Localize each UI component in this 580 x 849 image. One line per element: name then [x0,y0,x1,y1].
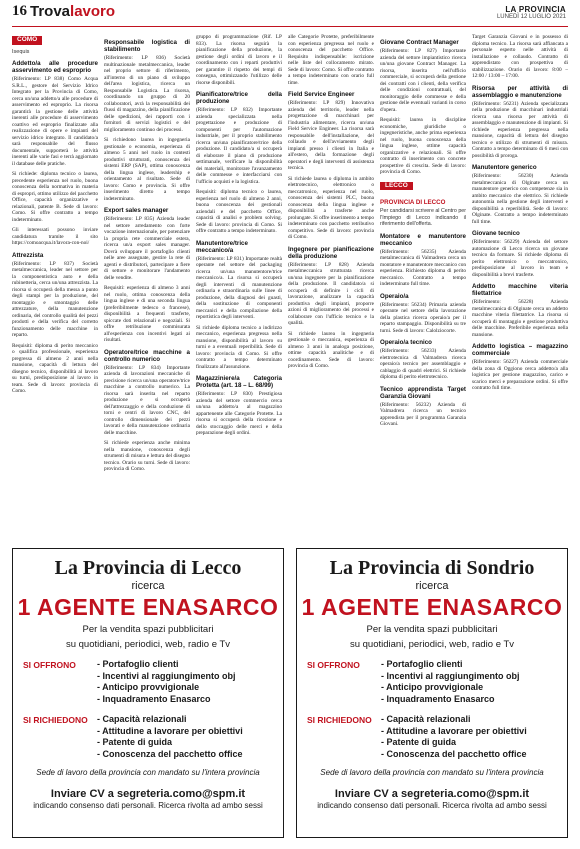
requirement-item: - Conoscenza del pacchetto office [97,748,243,759]
cv-line [13,788,283,800]
offer-item: - Anticipo provvigionale [381,682,484,692]
section-title-a: Trova [30,3,71,20]
job-title: Attrezzista [12,251,44,259]
job-title: Montatore e manutentore meccanico [380,232,466,247]
requirement-block [23,714,273,760]
section-subheading: PROVINCIA DI LECCO [380,199,446,206]
requirement-item: - Capacità relazionali [381,714,471,724]
job-description: Requisiti: laurea in discipline economiche, giuridiche o ingegneristiche, anche prima esperienza nel ruolo, buona conoscenza della lingua inglese, ottime capacità organizzative e relazionali. Si offre contratto di inserimento con concrete prospettive di crescita. Sede di lavoro: provincia di Como. [380,117,466,175]
column-6 [472,34,568,540]
cv-email-link[interactable]: segreteria.como@spm.it [400,788,530,800]
ad-disclaimer: Sede di lavoro della provincia con mandato su l'intera provincia [320,768,544,777]
job-description: (Riferimento: 56232) Azienda di Valmadrera ricerca un tecnico apprendista per il programma Garanzia Giovani. [380,401,466,427]
offer-item: - Anticipo provvigionale [97,682,200,692]
job-title: Operaio/a [380,292,409,300]
ad-title: La Provincia di Sondrio [329,557,535,579]
ad-subtitle: ricerca [415,580,449,592]
offer-block [307,659,557,705]
job-description: alle Categorie Protette, preferibilmente con esperienza pregressa nel ruolo e conoscenza del pacchetto Office. Requisito indispensabile: iscrizione nelle liste del collocamento mirato. Sede di lavoro: Como. Si offre contratto a tempo indeterminato con orario full time. [288,34,374,86]
section-title-b: lavoro [70,3,116,20]
cv-prefix: Inviare CV a [334,788,398,800]
requirement-item: - Attitudine a lavorare per obiettivi [97,725,243,736]
offer-item: - Portafoglio clienti [97,659,179,669]
offer-item: - Incentivi al raggiungimento obj [381,670,520,681]
requirement-item: - Patente di guida [381,737,457,747]
job-description: Target Garanzia Giovani e in possesso di diploma tecnico. La risorsa sarà affiancata a personale esperto nelle attività di installazione e collaudo. Contratto di apprendistato con prospettiva di stabilizzazione. Orario di lavoro: 8:00 – 12:00 / 13:00 – 17:00. [472,34,568,79]
job-description: (Riferimento: LP 834) Importante azienda di lavorazioni meccaniche di precisione ricerca un/una operatore/trice macchine a controllo numerico. La risorsa sarà inserita nel reparto produzione e si occuperà dell'attrezzaggio e della conduzione di torni e centri di lavoro CNC, del controllo dimensionale dei pezzi lavorati e della manutenzione ordinaria delle macchine. [104,364,190,436]
column-4 [288,34,374,540]
job-description: (Riferimento: 56230) Azienda metalmeccanica di Olginate cerca un manutentore generico con competenze sia in ambito meccanico che elettrico. Si richiede autonomia nella gestione degli interventi e disponibilità a reperibilità. Sede di lavoro: Olginate. Contratto a tempo indeterminato full time. [472,173,568,225]
job-description: (Riferimento: LP 836) Società multinazionale metalmeccanica, leader nel proprio settore di riferimento, all'interno di un piano di sviluppo dell'area logistica, ricerca un Responsabile Logistica. La risorsa, coordinando un gruppo di 20 collaboratori, avrà la responsabilità dei flussi di magazzino, della pianificazione delle spedizioni, dei rapporti con i fornitori di servizi logistici e del miglioramento continuo dei processi. [104,55,190,133]
requirement-block [307,714,557,760]
issue-date: LUNEDÌ 12 LUGLIO 2021 [496,14,566,20]
job-description: (Riferimento: LP 830) Prestigiosa azienda del settore commercio cerca un/una addetto/a al magazzino appartenente alle Categorie Protette. La risorsa si occuperà della ricezione e dello stoccaggio delle merci e della preparazione degli ordini. [196,391,282,436]
requirement-list [97,714,243,760]
section-rubric: LECCO [380,182,413,191]
offer-label: SI OFFRONO [307,660,360,670]
ad-sondrio [296,548,568,838]
job-description: (Riferimento: 56234) Primaria azienda operante nel settore della lavorazione della plastica ricerca operaio/a per il reparto stampaggio. Disponibilità su tre turni. Sede di lavoro: Calolziocorte. [380,301,466,334]
job-description: (Riferimento: LP 832) Importante azienda specializzata nella progettazione e produzione di componenti per l'automazione industriale, per il proprio stabilimento ricerca un/una pianificatore/trice della produzione. Il candidato/a si occuperà di elaborare il piano di produzione settimanale, verificare la disponibilità dei materiali, monitorare l'avanzamento delle commesse e interfacciarsi con l'ufficio acquisti e la logistica. [196,107,282,185]
offer-item: - Inquadramento Enasarco [97,693,211,704]
job-description: (Riferimento: 56231) Azienda specializzata nella produzione di macchinari industriali ricerca una risorsa per attività di assemblaggio e manutenzione di impianti. Si richiede esperienza pregressa nella mansione, capacità di lettura del disegno tecnico e utilizzo di strumenti di misura. Contratto a tempo determinato di 6 mesi con possibilità di proroga. [472,100,568,159]
job-title: Magazziniere/a Categoria Protetta (art. 18 – L. 68/99) [196,375,282,389]
job-title: Export sales manager [104,207,169,214]
ad-consent: indicando consenso dati personali. Ricerca rivolta ad ambo sessi [317,801,547,810]
job-title: Ingegnere per pianificazione della produzione [288,245,374,260]
ad-disclaimer: Sede di lavoro della provincia con mandato su l'intera provincia [36,768,260,777]
requirement-label: SI RICHIEDONO [307,715,372,725]
column-1 [12,34,98,540]
job-description: (Riferimento: LP 831) Importante realtà operante nel settore del packaging ricerca un/una manutentore/trice meccanico/a. La risorsa si occuperà degli interventi di manutenzione ordinaria e straordinaria sulle linee di produzione, della diagnosi dei guasti, della sostituzione di componenti meccanici e della compilazione della reportistica degli interventi. [196,255,282,320]
job-description: Si richiedono laurea in ingegneria gestionale o economia, esperienza di almeno 5 anni nel ruolo in contesti produttivi strutturati, conoscenza dei sistemi ERP (SAP), ottima conoscenza della lingua inglese, leadership e orientamento al risultato. Sede di lavoro: Como e provincia. Si offre inserimento diretto a tempo indeterminato. [104,137,190,202]
requirement-item: - Attitudine a lavorare per obiettivi [381,725,527,736]
ad-subtitle: ricerca [131,580,165,592]
offer-item: - Portafoglio clienti [381,659,463,669]
ad-description-line-2: su quotidiani, periodici, web, radio e Tv [65,639,231,650]
job-title: Manutentore/trice meccanico/a [196,239,248,254]
job-description: (Riferimento: LP 835) Azienda leader nel settore arredamento con forte vocazione internazionale, per potenziare la propria rete commerciale estera, ricerca un/a export sales manager. Dovrà sviluppare il portafoglio clienti nelle aree assegnate, gestire la rete di agenti e distributori, partecipare a fiere di settore e monitorare l'andamento delle vendite. [104,216,190,281]
job-description: (Riferimento: LP 829) Innovativa azienda del territorio, leader nella progettazione di macchinari per l'industria alimentare, ricerca un/una Field Service Engineer. La risorsa sarà responsabile dell'installazione, del collaudo e dell'avviamento degli impianti presso i clienti in Italia e all'estero, della formazione degli operatori e degli interventi di assistenza tecnica. [288,100,374,171]
job-description: Si richiede: diploma tecnico o laurea, precedente esperienza nel ruolo, buona conoscenza della normativa in materia di espropri, ottimo utilizzo del pacchetto Office, capacità organizzative e relazionali, patente B. Sede di lavoro: Como. Si offre contratto a tempo indeterminato. [12,171,98,223]
job-title: Addetto/a alle procedure asservimento ed esproprio [12,60,98,74]
section-rubric: COMO [12,36,42,45]
job-title: Addetto macchine viteria filettatrice [472,283,568,297]
job-title: Addetto logistica – magazzino commerciale [472,343,568,357]
job-description: (Riferimento: LP 837) Società metalmeccanica, leader nel settore per la componentistica auto e della rubinetteria, cerca un/una attrezzista. La risorsa si occuperà della messa a punto degli stampi per la produzione, del montaggio e smontaggio delle attrezzature, della manutenzione ordinaria, del controllo qualità dei pezzi prodotti e della verifica del corretto funzionamento delle macchine in reparto. [12,260,98,338]
job-description: Requisiti: diploma di perito meccanico o qualifica professionale, esperienza pregressa di almeno 2 anni nella mansione, capacità di lettura del disegno tecnico, disponibilità al lavoro su turni, predisposizione al lavoro in team. Sede di lavoro: provincia di Como. [12,342,98,394]
job-title: Tecnico apprendista Target Garanzia Giovani [380,385,466,400]
page-header [0,0,580,30]
column-2 [104,34,190,540]
cv-email-link[interactable]: segreteria.como@spm.it [116,788,246,800]
job-description: gruppo di programmazione (Rif. LP 833). La risorsa seguirà la pianificazione della produzione, la gestione degli ordini di lavoro e il coordinamento con i reparti produttivi per garantire il rispetto dei tempi di consegna, ottimizzando l'utilizzo delle risorse disponibili. [196,34,282,86]
job-description: (Riferimento: 56235) Azienda metalmeccanica di Valmadrera cerca un montatore e manutentore meccanico con esperienza. Richiesto diploma di perito meccanico. Contratto a tempo indeterminato full time. [380,248,466,287]
job-title: Operatore/trice macchine a controllo numerico [104,348,190,363]
job-description: Requisiti: diploma tecnico o laurea, esperienza nel ruolo di almeno 2 anni, buona conoscenza dei gestionali aziendali e del pacchetto Office, capacità di analisi e problem solving. Sede di lavoro: provincia di Como. Si offre contratto a tempo indeterminato. [196,189,282,234]
offer-list [97,659,236,705]
offer-label: SI OFFRONO [23,660,76,670]
ad-description-line-2: su quotidiani, periodici, web, radio e Tv [349,639,515,650]
header-rule [12,26,568,27]
column-5 [380,34,466,540]
column-3 [196,34,282,540]
job-title: Manutentore generico [472,164,537,171]
job-description: (Riferimento: 56227) Azienda commerciale della zona di Oggiono cerca addetto/a alla logistica per gestione magazzino, carico e scarico merci e preparazione ordini. Si offre contratto full time. [472,359,568,391]
job-title: Operaio/a tecnico [380,339,432,346]
offer-block [23,659,273,705]
requirement-item: - Patente di guida [97,737,173,747]
job-title: Giovane tecnico [472,230,520,237]
job-title: Giovane Contract Manager [380,39,459,46]
ad-title: La Provincia di Lecco [54,557,242,579]
cv-line [297,788,567,800]
ad-consent: indicando consenso dati personali. Ricerca rivolta ad ambo sessi [33,801,263,810]
job-description: Si richiede laurea o diploma in ambito elettrotecnico, elettronico o meccatronico, esperienza nel ruolo, conoscenza dei sistemi PLC, buona conoscenza della lingua inglese e disponibilità a trasferte anche prolungate. Si offre inserimento a tempo indeterminato con pacchetto retributivo competitivo. Sede di lavoro: provincia di Como. [288,175,374,240]
offer-list [381,659,520,705]
offer-item: - Incentivi al raggiungimento obj [97,670,236,681]
job-description: Gli interessati possono inviare candidatura tramite il sito https://comoacqua.it/lavora-con-noi/ [12,227,98,246]
job-description: (Riferimento: LP 827) Importante azienda del settore impiantistico ricerca un/una giovane Contract Manager. La risorsa, inserita nell'ufficio commerciale, si occuperà della gestione dei contratti con i clienti, della verifica delle condizioni contrattuali, del monitoraggio delle commesse e della gestione delle eventuali varianti in corso d'opera. [380,48,466,113]
job-title: Field Service Engineer [288,91,355,98]
job-description: (Riferimento: 56228) Azienda metalmeccanica di Olginate cerca un addetto macchine viteria filettatrice. La risorsa si occuperà di montaggio e gestione produttiva delle macchine. Preferibile esperienza nella mansione. [472,299,568,338]
page-number: 16 [12,3,27,19]
requirement-list [381,714,527,760]
masthead [497,5,566,20]
kicker: Isequis [12,48,30,55]
ad-description-line-1: Per la vendita spazi pubblicitari [366,624,498,635]
section-title [30,3,115,20]
ad-headline: 1 AGENTE ENASARCO [301,594,563,620]
job-description: Si richiede diploma tecnico a indirizzo meccanico, esperienza pregressa nella mansione, disponibilità al lavoro su turni e a eventuali reperibilità. Sede di lavoro: provincia di Como. Si offre contratto a tempo determinato finalizzato all'assunzione. [196,324,282,370]
job-description: (Riferimento: 56229) Azienda del settore automazione di Lecco ricerca un giovane tecnico da formare. Si richiede diploma di perito elettronico o meccatronico, predisposizione al lavoro in team e disponibilità a brevi trasferte. [472,239,568,278]
job-title: Responsabile logistica di stabilimento [104,39,190,53]
job-description: Si richiede esperienza anche minima nella mansione, conoscenza degli strumenti di misura e lettura del disegno tecnico. Orario su turni. Sede di lavoro: provincia di Como. [104,440,190,472]
job-description: (Riferimento: LP 838) Como Acqua S.R.L., gestore del Servizio Idrico Integrato per la Provincia di Como, cerca un/una addetto/a alle procedure di asservimento ed esproprio. La risorsa garantirà la gestione delle attività inerenti alle procedure di asservimento coattivo ed esproprio finalizzate alla realizzazione di opere e impianti del servizio idrico integrato. Il candidato/a sarà responsabile del flusso documentale, supporterà le attività inerenti alle varie fasi e terrà aggiornato il database delle pratiche. [12,76,98,167]
ad-lecco [12,548,284,838]
ad-description-line-1: Per la vendita spazi pubblicitari [82,624,214,635]
cv-prefix: Inviare CV a [50,788,114,800]
section-note: Per candidarsi scrivere al Centro per l'Impiego di Lecco indicando il riferimento dell'offerta. [380,208,466,227]
requirement-label: SI RICHIEDONO [23,715,88,725]
job-description: Si richiede laurea in ingegneria gestionale o meccanica, esperienza di almeno 3 anni in analoga posizione, ottime capacità analitiche e di coordinamento. Sede di lavoro: provincia di Como. [288,330,374,369]
job-title: Risorsa per attività di assemblaggio e manutenzione [472,84,568,99]
job-description: (Riferimento: 56233) Azienda elettrotecnica di Valmadrera ricerca operaio/a tecnico per assemblaggio e cablaggio di quadri elettrici. Si richiede diploma di perito elettrotecnico. [380,348,466,380]
job-description: (Riferimento: LP 828) Azienda metalmeccanica strutturata ricerca un/una ingegnere per la pianificazione della produzione. Il candidato/a si occuperà di definire i cicli di lavorazione, analizzare la capacità produttiva degli impianti, proporre azioni di miglioramento dei processi e collaborare con l'ufficio tecnico e la qualità. [288,261,374,326]
requirement-item: - Capacità relazionali [97,714,187,724]
ad-headline: 1 AGENTE ENASARCO [17,594,279,620]
job-description: Requisiti: esperienza di almeno 3 anni nel ruolo, ottima conoscenza della lingua inglese e di una seconda lingua (preferibilmente tedesco o francese), disponibilità a frequenti trasferte, spiccate doti relazionali e negoziali. Si offre retribuzione commisurata all'esperienza con incentivi legati ai risultati. [104,285,190,343]
offer-item: - Inquadramento Enasarco [381,693,495,704]
newspaper-name: LA PROVINCIA [505,5,566,14]
requirement-item: - Conoscenza del pacchetto office [381,748,527,759]
job-title: Pianificatore/trice della produzione [196,91,282,105]
